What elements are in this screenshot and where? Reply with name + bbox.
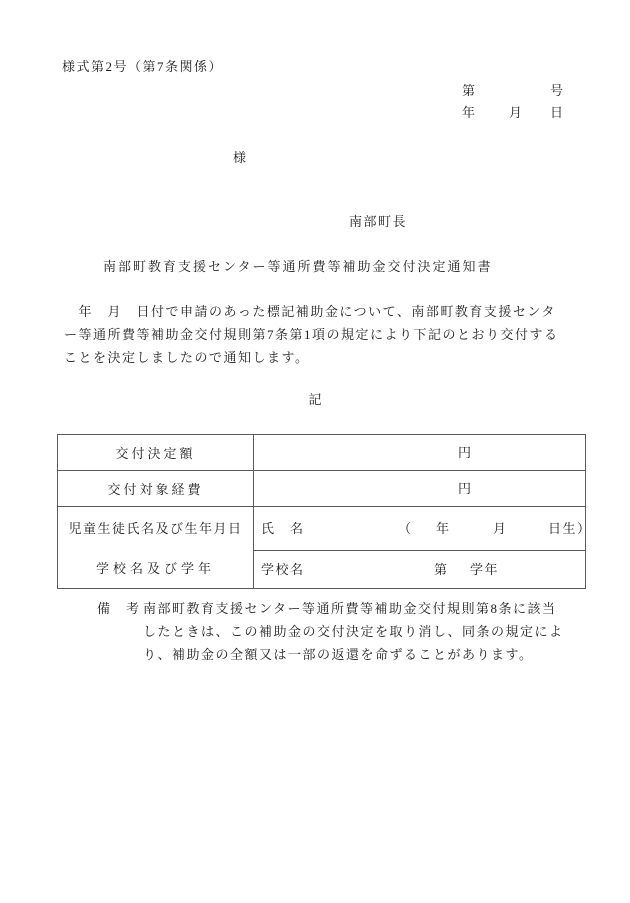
remarks-label: 備 考	[97, 601, 141, 616]
name-field-label: 氏 名	[261, 521, 305, 536]
addressee-honorific: 様	[233, 150, 248, 165]
student-school-label-cell	[58, 507, 254, 589]
student-name-cell	[254, 507, 592, 551]
birth-paren-open: （	[398, 521, 413, 536]
body-line: ー等通所費等補助金交付規則第7条第1項の規定により下記のとおり交付する	[64, 327, 559, 342]
doc-number-suffix: 号	[550, 83, 565, 98]
grade-prefix-label: 第	[434, 562, 449, 577]
grant-amount-label: 交付決定額	[58, 435, 254, 471]
doc-number-prefix: 第	[462, 83, 477, 98]
yen-unit: 円	[458, 445, 473, 460]
body-line: 年 月 日付で申請のあった標記補助金について、南部町教育支援センタ	[64, 304, 556, 319]
sender-title: 南部町長	[349, 214, 408, 229]
remarks-line: り、補助金の全額又は一部の返還を命ずることがあります。	[143, 647, 534, 662]
school-grade-label: 学校名及び学年	[95, 561, 215, 577]
date-month-label: 月	[509, 105, 524, 120]
date-day-label: 日	[550, 105, 565, 120]
grade-suffix-label: 学年	[470, 562, 500, 577]
student-name-birthdate-label: 児童生徒氏名及び生年月日	[68, 520, 243, 536]
remarks-line: したときは、この補助金の交付決定を取り消し、同条の規定によ	[143, 624, 564, 639]
school-name-field-label: 学校名	[261, 562, 305, 577]
birth-year-label: 年	[436, 521, 451, 536]
form-number: 様式第2号（第7条関係）	[62, 59, 224, 74]
document-title: 南部町教育支援センター等通所費等補助金交付決定通知書	[103, 259, 493, 274]
table-row-grant-amount	[58, 435, 586, 471]
table-row-covered-expenses	[58, 471, 586, 507]
remarks-text: 南部町教育支援センター等通所費等補助金交付規則第8条に該当	[143, 601, 557, 616]
remarks-line	[97, 597, 564, 620]
covered-expenses-value-cell	[254, 471, 586, 507]
yen-unit: 円	[458, 481, 473, 496]
birth-day-close: 日生）	[548, 521, 592, 536]
covered-expenses-label: 交付対象経費	[58, 471, 254, 507]
birth-month-label: 月	[493, 521, 508, 536]
date-year-label: 年	[462, 105, 477, 120]
school-name-cell	[254, 551, 586, 589]
remarks-section	[97, 597, 564, 666]
body-paragraph	[64, 300, 579, 369]
body-line: ことを決定しましたので通知します。	[64, 350, 310, 365]
grant-amount-value-cell	[254, 435, 586, 471]
section-marker-ki: 記	[308, 392, 322, 407]
grant-decision-table	[57, 434, 592, 589]
table-row-student-name	[58, 507, 586, 551]
